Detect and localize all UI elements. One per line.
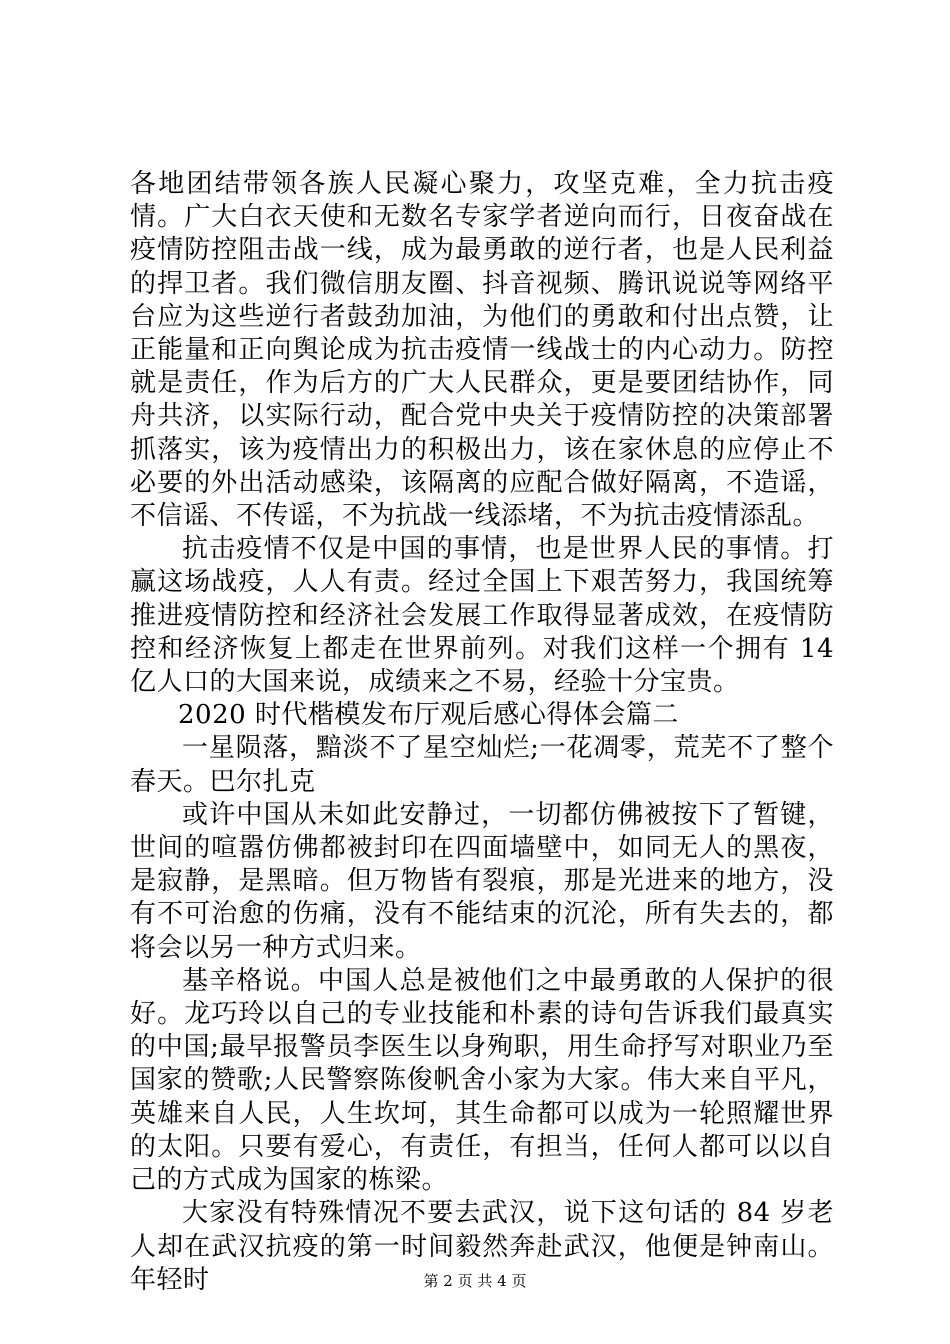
paragraph-2: 抗击疫情不仅是中国的事情，也是世界人民的事情。打赢这场战疫，人人有责。经过全国上下艰苦努力，我国统筹推进疫情防控和经济社会发展工作取得显著成效，在疫情防控和经济恢复上都走在世界前列。对我们这样一个拥有 14 亿人口的大国来说，成绩来之不易，经验十分宝贵。 (130, 534, 834, 698)
paragraph-4: 基辛格说。中国人总是被他们之中最勇敢的人保护的很好。龙巧玲以自己的专业技能和朴素的诗句告诉我们最真实的中国;最早报警员李医生以身殉职，用生命抒写对职业乃至国家的赞歌;人民警察陈俊帆舍小家为大家。伟大来自平凡，英雄来自人民，人生坎坷，其生命都可以成为一轮照耀世界的太阳。只要有爱心，有责任，有担当，任何人都可以以自己的方式成为国家的栋梁。 (130, 965, 834, 1196)
page-number-footer: 第 2 页 共 4 页 (423, 1272, 527, 1290)
paragraph-5: 大家没有特殊情况不要去武汉，说下这句话的 84 岁老人却在武汉抗疫的第一时间毅然奔赴武汉，他便是钟南山。年轻时 (130, 1198, 834, 1295)
document-body (130, 168, 834, 1297)
section-heading: 2020 时代楷模发布厅观后感心得体会篇二 (178, 700, 679, 731)
paragraph-3: 或许中国从未如此安静过，一切都仿佛被按下了暂键，世间的喧嚣仿佛都被封印在四面墙壁中，如同无人的黑夜，是寂静，是黑暗。但万物皆有裂痕，那是光进来的地方，没有不可治愈的伤痛，没有不能结束的沉沦，所有失去的，都将会以另一种方式归来。 (130, 799, 834, 963)
paragraph-1: 各地团结带领各族人民凝心聚力，攻坚克难，全力抗击疫情。广大白衣天使和无数名专家学者逆向而行，日夜奋战在疫情防控阻击战一线，成为最勇敢的逆行者，也是人民利益的捍卫者。我们微信朋友圈、抖音视频、腾讯说说等网络平台应为这些逆行者鼓劲加油，为他们的勇敢和付出点赞，让正能量和正向舆论成为抗击疫情一线战士的内心动力。防控就是责任，作为后方的广大人民群众，更是要团结协作，同舟共济，以实际行动，配合党中央关于疫情防控的决策部署抓落实，该为疫情出力的积极出力，该在家休息的应停止不必要的外出活动感染，该隔离的应配合做好隔离，不造谣，不信谣、不传谣，不为抗战一线添堵，不为抗击疫情添乱。 (130, 169, 834, 532)
paragraph-quote: 一星陨落，黯淡不了星空灿烂;一花凋零，荒芜不了整个春天。巴尔扎克 (130, 733, 834, 797)
